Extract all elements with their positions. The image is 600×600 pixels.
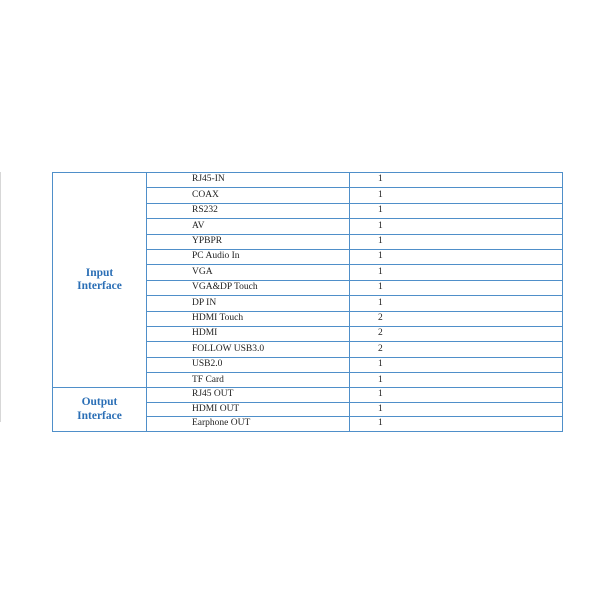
interface-spec-table: [52, 172, 563, 432]
interface-qty-cell: 1: [350, 388, 563, 402]
interface-name-cell: HDMI: [147, 326, 350, 341]
interface-name-cell: PC Audio In: [147, 249, 350, 264]
interface-qty-cell: 2: [350, 342, 563, 357]
interface-qty-cell: 1: [350, 219, 563, 234]
interface-name-cell: VGA: [147, 265, 350, 280]
interface-name-cell: HDMI OUT: [147, 402, 350, 416]
interface-name-cell: USB2.0: [147, 357, 350, 372]
interface-qty-cell: 1: [350, 265, 563, 280]
interface-name-cell: RJ45-IN: [147, 173, 350, 188]
interface-name-cell: FOLLOW USB3.0: [147, 342, 350, 357]
interface-qty-cell: 1: [350, 249, 563, 264]
output-interface-label: [53, 388, 147, 431]
interface-name-cell: DP IN: [147, 296, 350, 311]
group-label-line: Output: [81, 396, 118, 409]
interface-name-cell: VGA&DP Touch: [147, 280, 350, 295]
interface-name-cell: YPBPR: [147, 234, 350, 249]
interface-name-cell: HDMI Touch: [147, 311, 350, 326]
interface-qty-cell: 1: [350, 296, 563, 311]
interface-qty-cell: 2: [350, 326, 563, 341]
group-label-line: Input: [85, 267, 114, 280]
interface-qty-cell: 1: [350, 173, 563, 188]
group-label-line: Interface: [77, 280, 122, 293]
interface-qty-cell: 1: [350, 203, 563, 218]
interface-qty-cell: 2: [350, 311, 563, 326]
interface-qty-cell: 1: [350, 373, 563, 388]
interface-qty-cell: 1: [350, 402, 563, 416]
input-interface-label: [53, 173, 147, 388]
interface-name-cell: AV: [147, 219, 350, 234]
table-row: [53, 173, 563, 188]
interface-qty-cell: 1: [350, 234, 563, 249]
interface-name-cell: TF Card: [147, 373, 350, 388]
interface-name-cell: RJ45 OUT: [147, 388, 350, 402]
table-row: [53, 388, 563, 402]
interface-qty-cell: 1: [350, 417, 563, 431]
interface-qty-cell: 1: [350, 357, 563, 372]
interface-name-cell: RS232: [147, 203, 350, 218]
group-label-line: Interface: [77, 409, 122, 422]
interface-qty-cell: 1: [350, 280, 563, 295]
page-left-rule: [0, 172, 1, 422]
interface-qty-cell: 1: [350, 188, 563, 203]
interface-name-cell: Earphone OUT: [147, 417, 350, 431]
interface-name-cell: COAX: [147, 188, 350, 203]
